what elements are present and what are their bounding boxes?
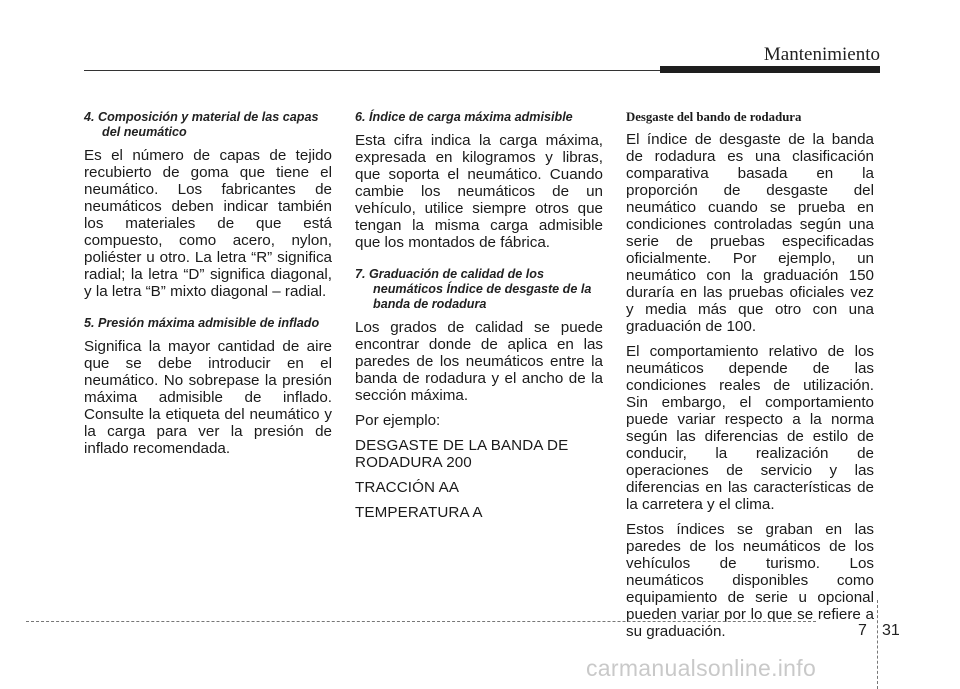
subheading-quality-grading: 7. Graduación de calidad de los neumáticos Índice de desgaste de la banda de rodadura xyxy=(355,267,592,311)
header-rule xyxy=(84,70,664,71)
chapter-number: 7 xyxy=(858,622,867,639)
column-left xyxy=(84,110,332,465)
header-rule-thick xyxy=(660,66,880,73)
page-number: 31 xyxy=(882,622,900,639)
paragraph-max-load: Esta cifra indica la carga máxima, expresada en kilogramos y libras, que soporta el neumático. Cuando cambie los neumáticos de un vehículo, utilice siempre otros que tengan la misma carga admisible que los montados de fábrica. xyxy=(355,132,603,251)
footer-rule xyxy=(26,621,816,622)
paragraph-max-pressure: Significa la mayor cantidad de aire que se debe introducir en el neumático. No sobrepase la presión máxima admisible de inflado. Consulte la etiqueta del neumático y la carga para ver la presión de inflado recomendada. xyxy=(84,338,332,457)
example-label: Por ejemplo: xyxy=(355,412,441,429)
heading-treadwear: Desgaste del bando de rodadura xyxy=(626,110,802,124)
subheading-max-pressure: 5. Presión máxima admisible de inflado xyxy=(84,316,320,330)
grade-temperature: TEMPERATURA A xyxy=(355,504,483,521)
paragraph-treadwear-3: Estos índices se graban en las paredes de los neumáticos de los vehículos de turismo. Los neumáticos disponibles como equipamiento de serie u opcional pueden variar por lo que se refiere a su graduación. xyxy=(626,521,874,640)
paragraph-ply-composition: Es el número de capas de tejido recubierto de goma que tiene el neumático. Los fabricantes de neumáticos deben indicar también los materiales de que está compuesto, como acero, nylon, poliéster u otro. La letra “R” significa radial; la letra “D” significa diagonal, y la letra “B” mixto diagonal – radial. xyxy=(84,147,332,300)
paragraph-treadwear-2: El comportamiento relativo de los neumáticos depende de las condiciones reales de utilización. Sin embargo, el comportamiento puede variar respecto a la norma según las diferencias de estilo de conducir, la realización de operaciones de servicio y las diferencias en las características de la carretera y el clima. xyxy=(626,343,874,513)
paragraph-quality-grading: Los grados de calidad se puede encontrar donde de aplica en las paredes de los neumáticos entre la banda de rodadura y el ancho de la sección máxima. xyxy=(355,319,603,404)
grade-treadwear: DESGASTE DE LA BANDA DE RODADURA 200 xyxy=(355,437,569,471)
watermark: carmanualsonline.info xyxy=(586,655,817,681)
subheading-ply-composition: 4. Composición y material de las capas del neumático xyxy=(84,110,319,139)
subheading-max-load: 6. Índice de carga máxima admisible xyxy=(355,110,573,124)
footer-divider xyxy=(877,600,878,689)
grade-traction: TRACCIÓN AA xyxy=(355,479,460,496)
column-right xyxy=(626,110,874,648)
section-title: Mantenimiento xyxy=(763,44,880,65)
column-middle xyxy=(355,110,603,529)
paragraph-treadwear-1: El índice de desgaste de la banda de rodadura es una clasificación comparativa basada en la proporción de desgaste del neumático cuando se prueba en condiciones controladas según una serie de pruebas especificadas oficialmente. Por ejemplo, un neumático con la graduación 150 duraría en las pruebas oficiales vez y media más que otro con una graduación de 100. xyxy=(626,131,874,335)
